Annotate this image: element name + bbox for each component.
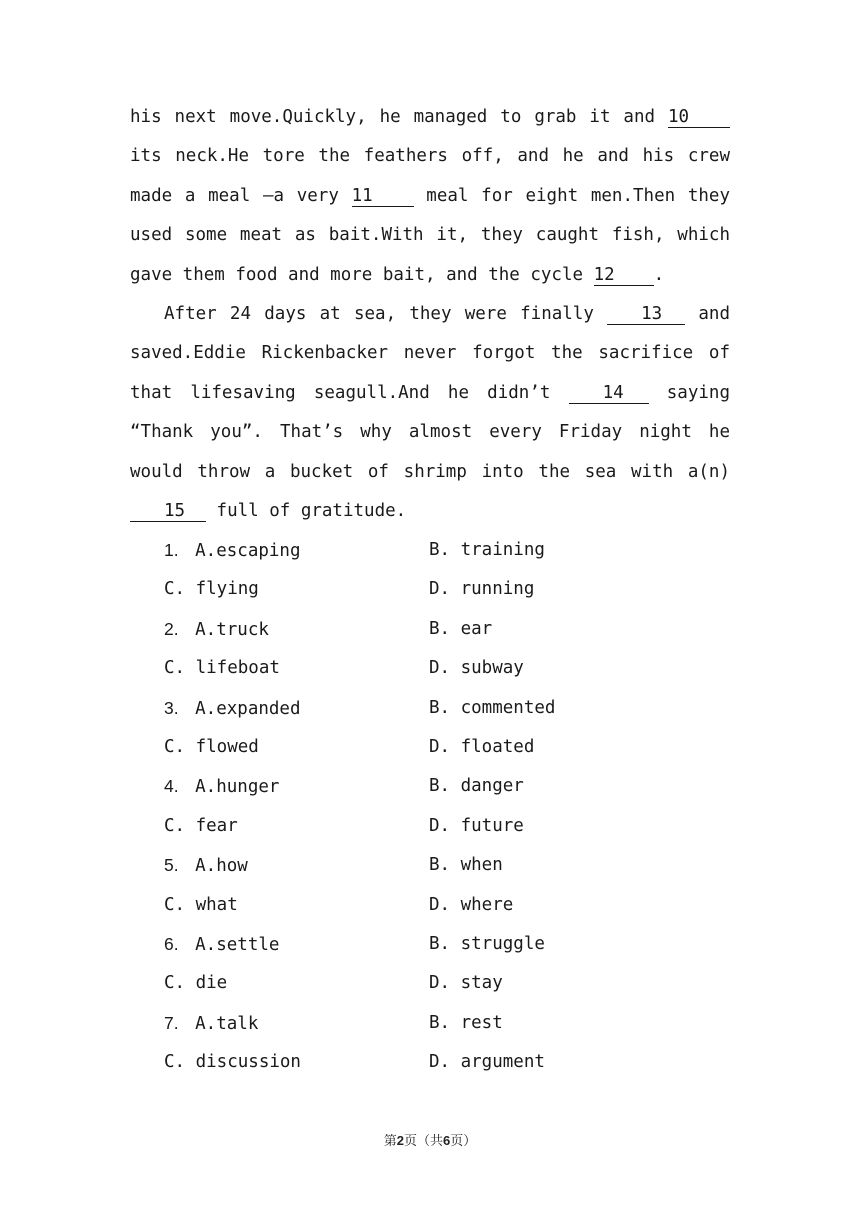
option-d: D. subway xyxy=(429,658,524,679)
passage-text: . xyxy=(653,264,665,285)
option-d: D. where xyxy=(429,894,514,915)
passage-text: his next move.Quickly, he managed to grab it and xyxy=(130,107,668,127)
option-a: A.hunger xyxy=(184,777,280,798)
option-d: D. floated xyxy=(429,737,535,757)
option-a: A.expanded xyxy=(184,698,301,719)
passage-text: full of gratitude. xyxy=(206,501,407,522)
passage-text: and saved.Eddie Rickenbacker never forgot the sacrifice of that lifesaving seagull.And he didn’t xyxy=(130,304,730,403)
passage-text: its neck.He tore the feathers off, and he and his crew made a meal —a very xyxy=(130,146,730,206)
question-number: 4. xyxy=(164,776,179,797)
passage-text: After 24 days at sea, they were finally xyxy=(164,304,608,324)
option-d: D. argument xyxy=(429,1052,545,1073)
option-c: C. flying xyxy=(164,579,259,600)
question-number: 1. xyxy=(164,540,179,560)
footer-total-pages: 6 xyxy=(443,1133,451,1148)
answer-blank: 12 xyxy=(594,265,654,286)
option-b: B. struggle xyxy=(429,934,545,954)
option-b: B. ear xyxy=(429,618,493,639)
question-6-row-ab xyxy=(164,925,279,964)
option-a: A.truck xyxy=(184,619,269,640)
passage-text: saying “Thank you”. That’s why almost every Friday night he would throw a bucket of shrimp into the sea with a(n) xyxy=(130,382,730,482)
footer-prefix: 第 xyxy=(383,1134,397,1149)
option-c: C. die xyxy=(164,973,228,994)
question-7-row-ab xyxy=(164,1004,258,1043)
option-a: A.how xyxy=(184,856,248,877)
footer-page-number: 2 xyxy=(396,1133,404,1148)
option-c: C. lifeboat xyxy=(164,658,280,679)
option-b: B. danger xyxy=(429,776,524,797)
option-b: B. training xyxy=(429,540,545,560)
question-number: 5. xyxy=(164,855,179,876)
page-footer xyxy=(0,1130,860,1149)
option-c: C. discussion xyxy=(164,1052,301,1073)
question-2-row-ab xyxy=(164,610,269,649)
option-c: C. flowed xyxy=(164,737,259,757)
footer-suffix: 页） xyxy=(450,1134,477,1149)
question-number: 3. xyxy=(164,697,179,718)
passage-paragraph-1 xyxy=(130,98,730,295)
option-a: A.settle xyxy=(184,935,280,955)
answer-blank: 11 xyxy=(352,186,414,207)
option-d: D. running xyxy=(429,579,535,600)
question-1-row-ab xyxy=(164,531,301,570)
answer-blank: 10 xyxy=(668,107,730,128)
question-4-row-ab xyxy=(164,767,279,806)
passage-paragraph-2 xyxy=(130,295,730,531)
option-c: C. fear xyxy=(164,815,238,836)
footer-middle: 页（共 xyxy=(403,1134,443,1149)
question-number: 6. xyxy=(164,934,179,954)
option-d: D. stay xyxy=(429,973,503,994)
answer-blank: 13 xyxy=(607,304,685,325)
option-a: A.talk xyxy=(184,1013,259,1034)
option-d: D. future xyxy=(429,815,524,836)
question-number: 7. xyxy=(164,1012,179,1033)
option-b: B. when xyxy=(429,855,503,876)
question-number: 2. xyxy=(164,618,179,639)
option-b: B. rest xyxy=(429,1012,503,1033)
answer-blank: 14 xyxy=(569,383,649,404)
passage-text: meal for eight men.Then they used some meat as bait.With it, they caught fish, which gave them food and more bait, and the cycle xyxy=(130,185,731,285)
answer-blank: 15 xyxy=(130,501,206,522)
option-b: B. commented xyxy=(429,697,556,718)
option-c: C. what xyxy=(164,894,238,915)
question-5-row-ab xyxy=(164,846,248,885)
option-a: A.escaping xyxy=(184,541,301,561)
question-3-row-ab xyxy=(164,689,301,728)
